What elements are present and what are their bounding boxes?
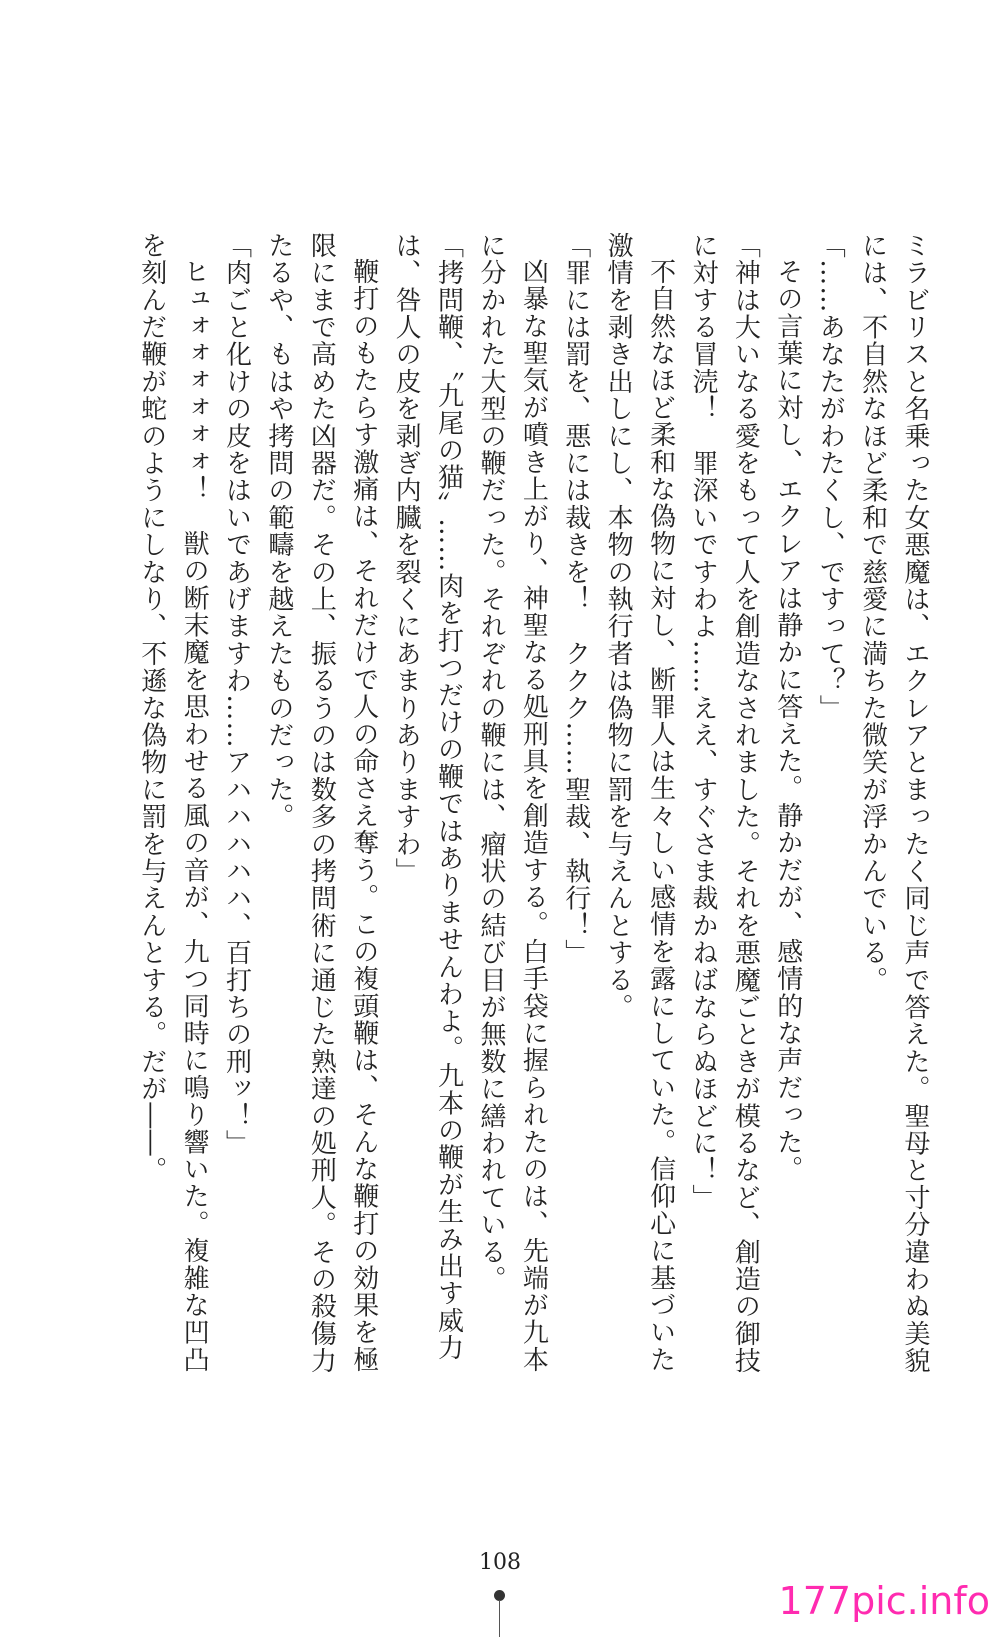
paragraph-3: その言葉に対し、エクレアは静かに答えた。静かだが、感情的な声だった。 bbox=[772, 258, 803, 1183]
paragraph-4: 「神は大いなる愛をもって人を創造なされました。それを悪魔ごときが模るなど、創造の御技に対する冒涜！ 罪深いですわよ……ええ、すぐさま裁かねばならぬほどに！」 bbox=[687, 232, 761, 1375]
paragraph-10: 「肉ごと化けの皮をはいであげますわ……アハハハハハ、百打ちの刑ッ！」 bbox=[221, 232, 252, 1157]
paragraph-2: 「……あなたがわたくし、ですって？」 bbox=[815, 232, 846, 722]
watermark-text: 177pic.info bbox=[778, 1579, 990, 1623]
paragraph-6: 「罪には罰を、悪には裁きを！ ククク……聖裁、執行！」 bbox=[560, 232, 591, 967]
page-marker-line bbox=[499, 1600, 500, 1637]
paragraph-1: ミラビリスと名乗った女悪魔は、エクレアとまったく同じ声で答えた。聖母と寸分違わぬ美貌には、不自然なほど柔和で慈愛に満ちた微笑が浮かんでいる。 bbox=[857, 232, 930, 1375]
paragraph-7: 凶暴な聖気が噴き上がり、神聖なる処刑具を創造する。白手袋に握られたのは、先端が九本に分かれた大型の鞭だった。それぞれの鞭には、瘤状の結び目が無数に繕われている。 bbox=[475, 232, 549, 1374]
paragraph-5: 不自然なほど柔和な偽物に対し、断罪人は生々しい感情を露にしていた。信仰心に基づいた激情を剥き出しにし、本物の執行者は偽物に罰を与えんとする。 bbox=[603, 232, 676, 1374]
paragraph-9: 鞭打のもたらす激痛は、それだけで人の命さえ奪う。この複頭鞭は、そんな鞭打の効果を極限にまで高めた凶器だ。その上、振るうのは数多の拷問術に通じた熟達の処刑人。その殺傷力たるや、もはや拷問の範疇を越えたものだった。 bbox=[263, 232, 379, 1375]
paragraph-8: 「拷問鞭、〝九尾の猫〟……肉を打つだけの鞭ではありませんわよ。九本の鞭が生み出す威力は、咎人の皮を剥ぎ内臓を裂くにあまりありますわ」 bbox=[391, 232, 464, 1362]
vertical-text-body bbox=[96, 232, 936, 1382]
page-number: 108 bbox=[479, 1550, 521, 1575]
paragraph-11: ヒュォォォォォォ！ 獣の断末魔を思わせる風の音が、九つ同時に鳴り響いた。複雑な凹凸を刻んだ鞭が蛇のようにしなり、不遜な偽物に罰を与えんとする。だが――。 bbox=[136, 232, 210, 1374]
